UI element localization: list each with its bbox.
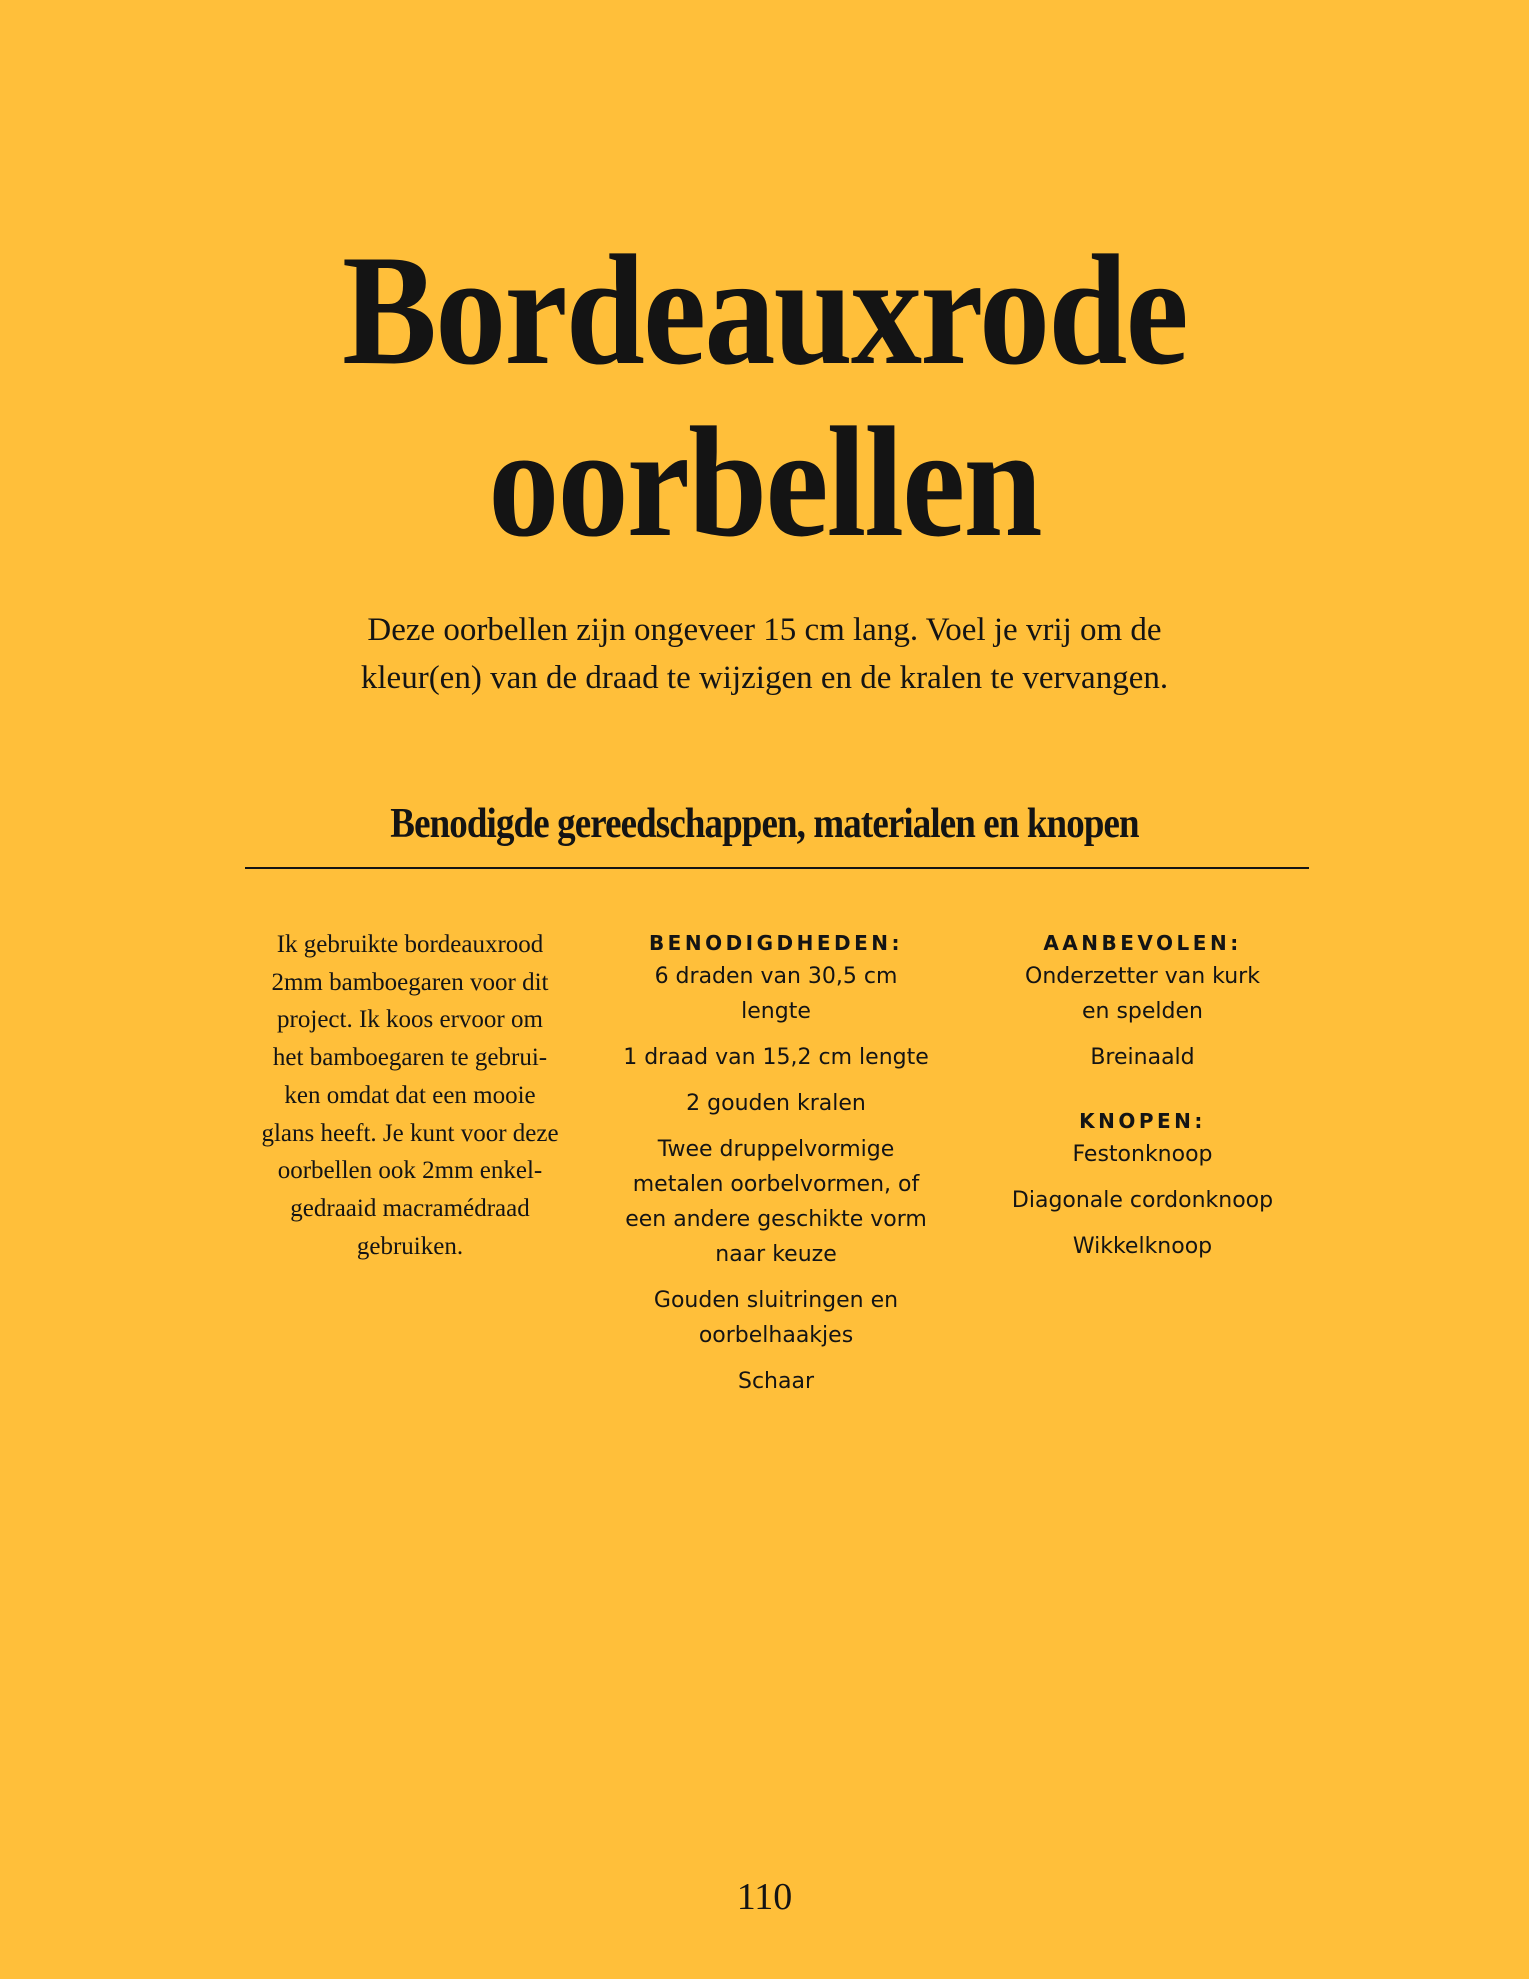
intro-line-1: Deze oorbellen zijn ongeveer 15 cm lang. Voel je vrij om de [367, 612, 1162, 648]
list-item [600, 1086, 952, 1121]
yarn-note-line: glans heeft. Je kunt voor deze [261, 1119, 559, 1147]
list-item-line: Festonknoop [1072, 1142, 1213, 1167]
list-item [600, 1364, 952, 1399]
list-item [985, 1137, 1300, 1172]
section-divider [245, 867, 1309, 869]
section-heading: Benodigde gereedschappen, materialen en knopen [390, 801, 1139, 847]
list-item [985, 1040, 1300, 1075]
list-item-line: Wikkelknoop [1072, 1234, 1213, 1259]
list-item [600, 1132, 952, 1272]
list-item-line: lengte [741, 999, 811, 1024]
yarn-note-line: gebruiken. [356, 1232, 464, 1260]
yarn-note-line: Ik gebruikte bordeauxrood [276, 931, 544, 958]
yarn-note [240, 926, 580, 1265]
yarn-note-line: gedraaid macramédraad [290, 1194, 530, 1222]
title-line-2: oorbellen [488, 395, 1041, 570]
list-item [600, 1283, 952, 1353]
list-item-line: naar keuze [715, 1242, 837, 1267]
list-item-line: Schaar [737, 1369, 814, 1394]
list-item-line: 1 draad van 15,2 cm lengte [623, 1045, 929, 1070]
list-item-line: Twee druppelvormige [657, 1137, 895, 1162]
yarn-note-line: 2mm bamboegaren voor dit [271, 968, 549, 996]
recommended-column [985, 927, 1300, 1275]
supplies-heading: BENODIGDHEDEN: [648, 931, 904, 955]
list-item [985, 959, 1300, 1029]
knots-heading: KNOPEN: [1079, 1109, 1206, 1133]
intro-line-2: kleur(en) van de draad te wijzigen en de kralen te vervangen. [360, 660, 1169, 696]
knots-list [985, 1137, 1300, 1264]
list-item-line: metalen oorbelvormen, of [632, 1172, 920, 1197]
page-number: 110 [736, 1876, 793, 1918]
yarn-note-line: ken omdat dat een mooie [284, 1081, 536, 1109]
list-item [985, 1229, 1300, 1264]
list-item-line: Breinaald [1090, 1045, 1195, 1070]
yarn-note-line: oorbellen ook 2mm enkel- [277, 1157, 543, 1185]
list-item-line: Diagonale cordonknoop [1011, 1188, 1274, 1213]
recommended-list [985, 959, 1300, 1075]
page-title [76, 225, 1452, 569]
list-item [600, 1040, 952, 1075]
recommended-heading: AANBEVOLEN: [1043, 931, 1242, 955]
list-item-line: Onderzetter van kurk [1025, 964, 1260, 989]
list-item-line: Gouden sluitringen en [653, 1288, 899, 1313]
list-item-line: een andere geschikte vorm [625, 1207, 927, 1232]
intro-paragraph [0, 606, 1529, 702]
title-line-1: Bordeauxrode [342, 223, 1187, 398]
list-item-line: en spelden [1082, 999, 1203, 1024]
list-item [600, 959, 952, 1029]
list-item-line: 2 gouden kralen [686, 1091, 866, 1116]
yarn-note-line: het bamboegaren te gebrui- [272, 1044, 548, 1072]
supplies-list [600, 959, 952, 1399]
list-item-line: oorbelhaakjes [698, 1323, 854, 1348]
list-item [985, 1183, 1300, 1218]
yarn-note-line: project. Ik koos ervoor om [277, 1006, 543, 1034]
supplies-column [600, 927, 952, 1410]
list-item-line: 6 draden van 30,5 cm [654, 964, 898, 989]
